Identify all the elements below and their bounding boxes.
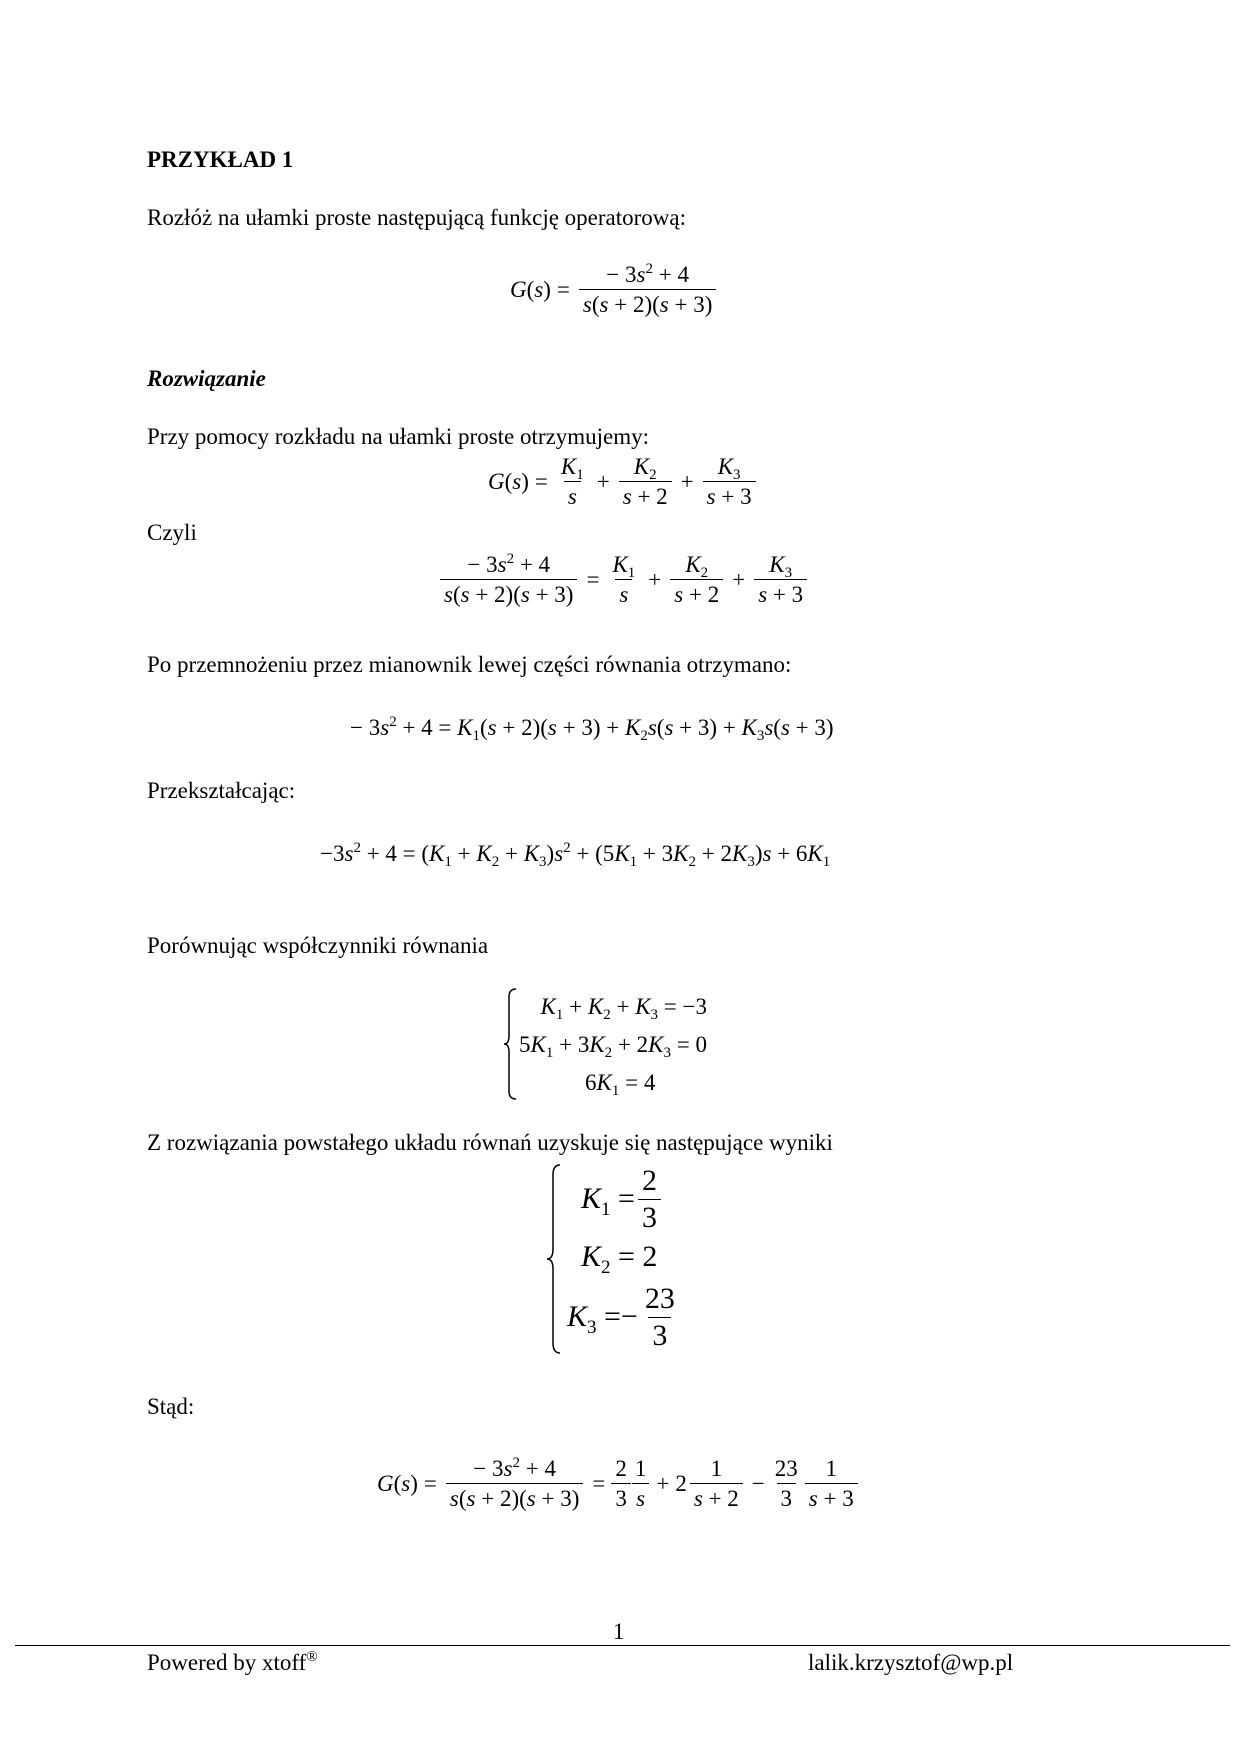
hence-text: Stąd:: [147, 1394, 195, 1419]
registered-mark: ®: [306, 1649, 318, 1665]
partial-fraction-form: G(s) = $\frac{K_1}{s}$ + $\frac{K_2}{s + 2}$ + $\frac{K_3}{s + 3}$: [488, 455, 759, 508]
decomposition-text: Przy pomocy rozkładu na ułamki proste otrzymujemy:: [147, 424, 650, 449]
multiplied-equation: − $3s^2 + 4 = K_1(s + 2)(s + 3) + K_2s(s + 3) + K_3s(s + 3)$: [350, 714, 834, 744]
footer-left: [147, 1650, 318, 1676]
intro-text: Rozłóż na ułamki proste następującą funkcję operatorową:: [147, 205, 687, 230]
left-brace: [545, 1163, 563, 1355]
czyli-text: Czyli: [147, 520, 197, 545]
expanded-equation: $-3s^2 + 4 = (K_1 + K_2 + K_3)s^2 + (5K_1 + 3K_2 + 2K_3)s + 6K_1$: [320, 840, 831, 870]
results-system: $K_1$ = $\frac{2}{3}$ $K_2 = 2$ $K_3$ =− $\frac{23}{3}$: [545, 1163, 682, 1355]
final-decomposition: G(s) = $\frac{- 3s^2 + 4}{s(s + 2)(s + 3)}$ = $\frac{2}{3}$ $\frac{1}{s}$ + 2 $\frac{1}{s + 2}$ − $\frac{23}{3}$ $\frac{1}{s + 3}$: [377, 1457, 861, 1510]
solve-text: Z rozwiązania powstałego układu równań uzyskuje się następujące wyniki: [147, 1130, 833, 1155]
solution-title: Rozwiązanie: [147, 366, 266, 391]
decomposition-equality: $\frac{- 3s^2 + 4}{s(s + 2)(s + 3)}$ = $\frac{K_1}{s}$ + $\frac{K_2}{s + 2}$ + $\frac{K_3}{s + 3}$: [437, 553, 810, 606]
page-number: 1: [613, 1619, 625, 1644]
coefficient-system: $K_1 + K_2 + K_3 = -3$ $5K_1 + 3K_2 + 2K_3 = 0$ $6K_1 = 4$: [503, 987, 707, 1101]
compare-text: Porównując współczynniki równania: [147, 933, 489, 958]
footer-powered-by: Powered by xtoff: [147, 1650, 307, 1675]
footer-divider: [15, 1645, 1230, 1646]
example-heading: PRZYKŁAD 1: [147, 147, 294, 172]
left-brace: [503, 987, 519, 1101]
footer-email[interactable]: lalik.krzysztof@wp.pl: [808, 1650, 1014, 1675]
transform-text: Przekształcając:: [147, 778, 296, 803]
transfer-function-equation: G(s) = $\frac{- 3s^2 + 4}{s(s + 2)(s + 3)}$: [510, 263, 719, 316]
multiply-text: Po przemnożeniu przez mianownik lewej części równania otrzymano:: [147, 652, 792, 677]
